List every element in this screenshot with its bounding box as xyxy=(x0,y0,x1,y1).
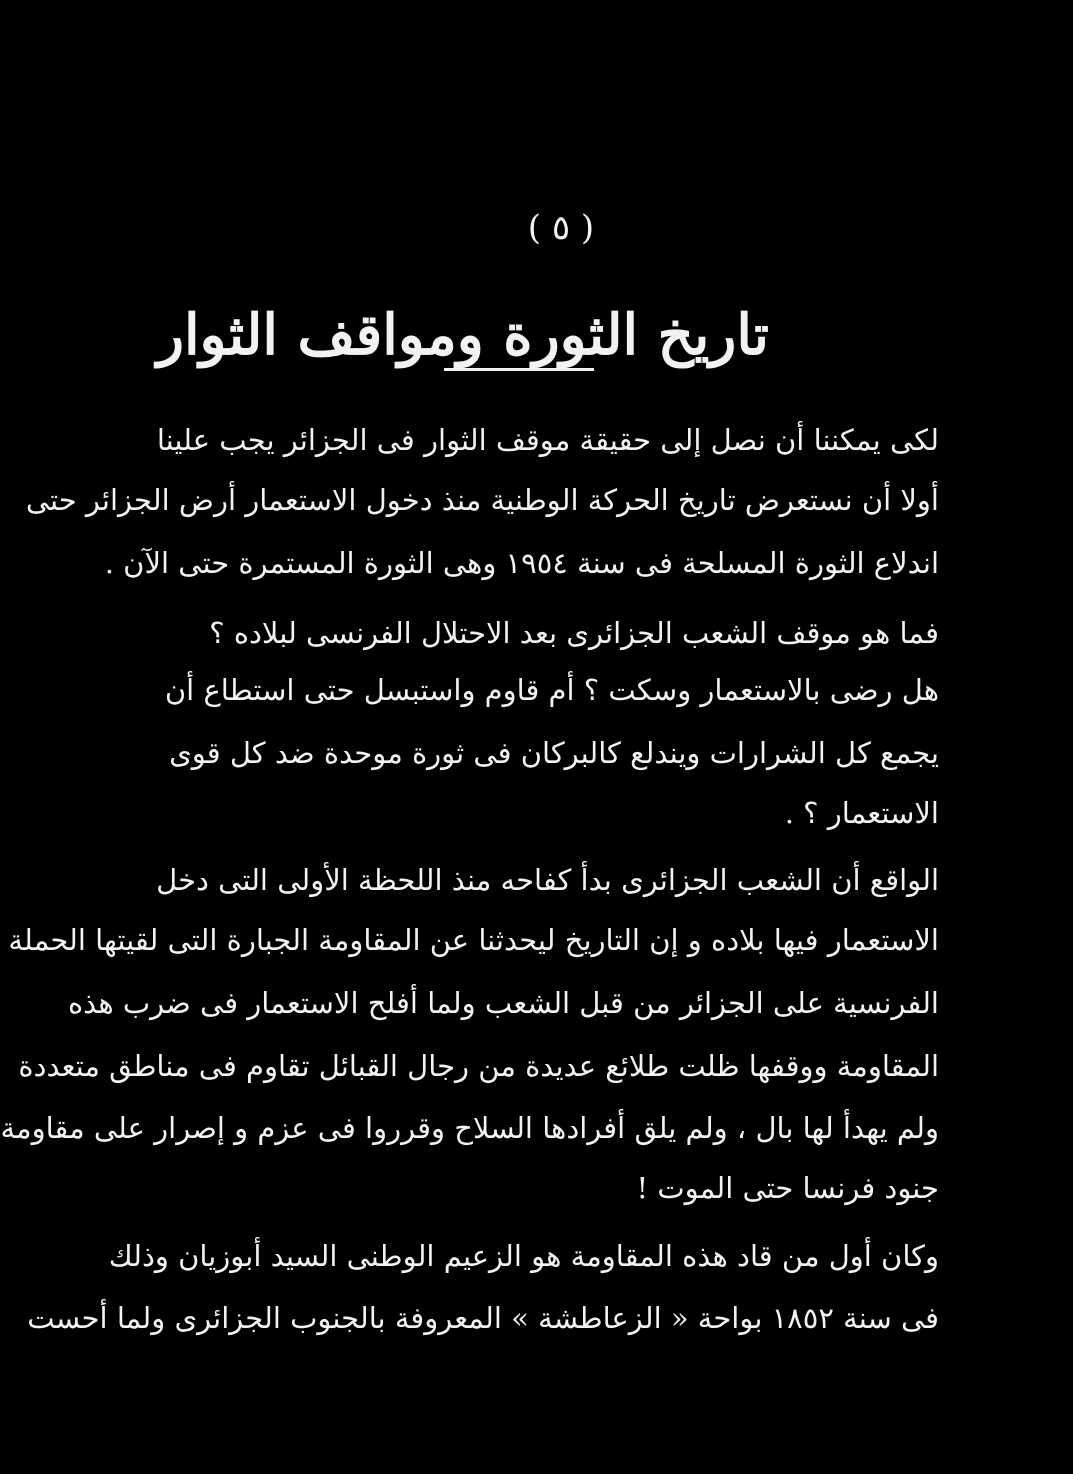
paragraph-3-line-4: المقاومة ووقفها ظلت طلائع عديدة من رجال القبائل تقاوم فى مناطق متعددة xyxy=(18,1049,939,1083)
paragraph-1-line-2: أولا أن نستعرض تاريخ الحركة الوطنية منذ دخول الاستعمار أرض الجزائر حتى xyxy=(25,483,939,517)
chapter-title-text: تاريخ الثورة ومواقف الثوار xyxy=(156,302,769,368)
title-underline xyxy=(444,368,594,371)
paragraph-3-line-2: الاستعمار فيها بلاده و إن التاريخ ليحدثنا عن المقاومة الجبارة التى لقيتها الحملة xyxy=(8,923,939,957)
paragraph-3-line-1: الواقع أن الشعب الجزائرى بدأ كفاحه منذ اللحظة الأولى التى دخل xyxy=(156,863,939,897)
page-number: ( ٥ ) xyxy=(527,208,595,248)
paragraph-2-line-1: فما هو موقف الشعب الجزائرى بعد الاحتلال الفرنسى لبلاده ؟ xyxy=(209,616,939,650)
paragraph-4-line-2: فى سنة ١٨٥٢ بواحة « الزعاطشة » المعروفة بالجنوب الجزائرى ولما أحست xyxy=(27,1301,939,1335)
paragraph-3-line-6: جنود فرنسا حتى الموت ! xyxy=(636,1171,939,1205)
paragraph-2-line-2: هل رضى بالاستعمار وسكت ؟ أم قاوم واستبسل حتى استطاع أن xyxy=(164,673,939,707)
paragraph-3-line-5: ولم يهدأ لها بال ، ولم يلق أفرادها السلاح وقرروا فى عزم و إصرار على مقاومة xyxy=(0,1111,939,1145)
paragraph-1-line-1: لكى يمكننا أن نصل إلى حقيقة موقف الثوار فى الجزائر يجب علينا xyxy=(156,423,939,457)
paragraph-4-line-1: وكان أول من قاد هذه المقاومة هو الزعيم الوطنى السيد أبوزيان وذلك xyxy=(108,1239,939,1273)
chapter-title xyxy=(156,290,769,380)
paragraph-2-line-3: يجمع كل الشرارات ويندلع كالبركان فى ثورة موحدة ضد كل قوى xyxy=(169,736,939,770)
paragraph-2-line-4: الاستعمار ؟ . xyxy=(784,796,939,830)
paragraph-3-line-3: الفرنسية على الجزائر من قبل الشعب ولما أفلح الاستعمار فى ضرب هذه xyxy=(67,986,939,1020)
paragraph-1-line-3: اندلاع الثورة المسلحة فى سنة ١٩٥٤ وهى الثورة المستمرة حتى الآن . xyxy=(104,546,939,580)
